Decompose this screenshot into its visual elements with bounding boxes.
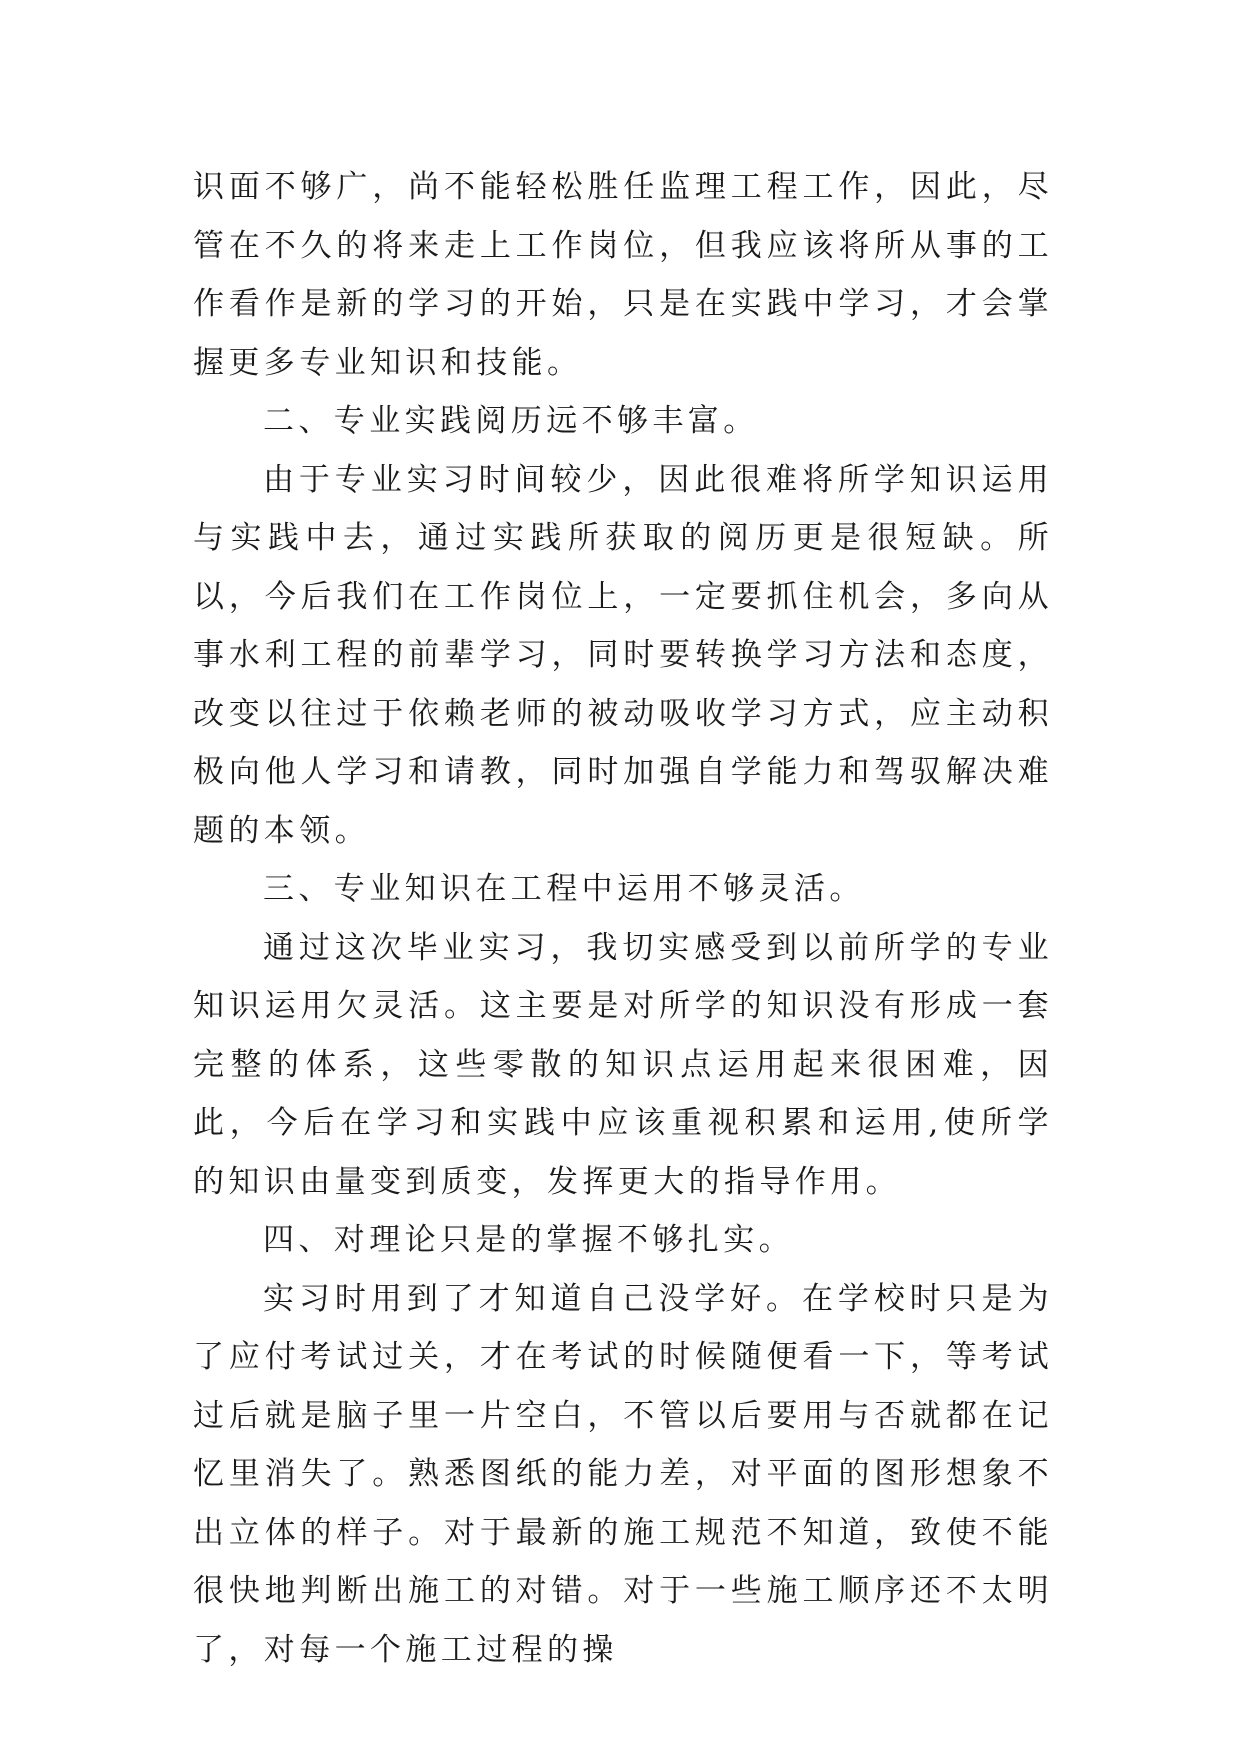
document-body [193, 158, 1053, 1679]
paragraph-continued: 识面不够广，尚不能轻松胜任监理工程工作，因此，尽管在不久的将来走上工作岗位，但我应该将所从事的工作看作是新的学习的开始，只是在实践中学习，才会掌握更多专业知识和技能。 [193, 169, 1053, 381]
section-heading-2: 二、专业实践阅历远不够丰富。 [263, 403, 759, 439]
section-heading-4: 四、对理论只是的掌握不够扎实。 [263, 1222, 794, 1258]
paragraph: 通过这次毕业实习，我切实感受到以前所学的专业知识运用欠灵活。这主要是对所学的知识没有形成一套完整的体系，这些零散的知识点运用起来很困难，因此，今后在学习和实践中应该重视积累和运用,使所学的知识由量变到质变，发挥更大的指导作用。 [193, 929, 1053, 1200]
paragraph: 由于专业实习时间较少，因此很难将所学知识运用与实践中去，通过实践所获取的阅历更是很短缺。所以，今后我们在工作岗位上，一定要抓住机会，多向从事水利工程的前辈学习，同时要转换学习方法和态度，改变以往过于依赖老师的被动吸收学习方式，应主动积极向他人学习和请教，同时加强自学能力和驾驭解决难题的本领。 [193, 461, 1053, 849]
section-heading-3: 三、专业知识在工程中运用不够灵活。 [263, 871, 865, 907]
paragraph: 实习时用到了才知道自己没学好。在学校时只是为了应付考试过关，才在考试的时候随便看一下，等考试过后就是脑子里一片空白，不管以后要用与否就都在记忆里消失了。熟悉图纸的能力差，对平面的图形想象不出立体的样子。对于最新的施工规范不知道，致使不能很快地判断出施工的对错。对于一些施工顺序还不太明了，对每一个施工过程的操 [193, 1280, 1053, 1668]
